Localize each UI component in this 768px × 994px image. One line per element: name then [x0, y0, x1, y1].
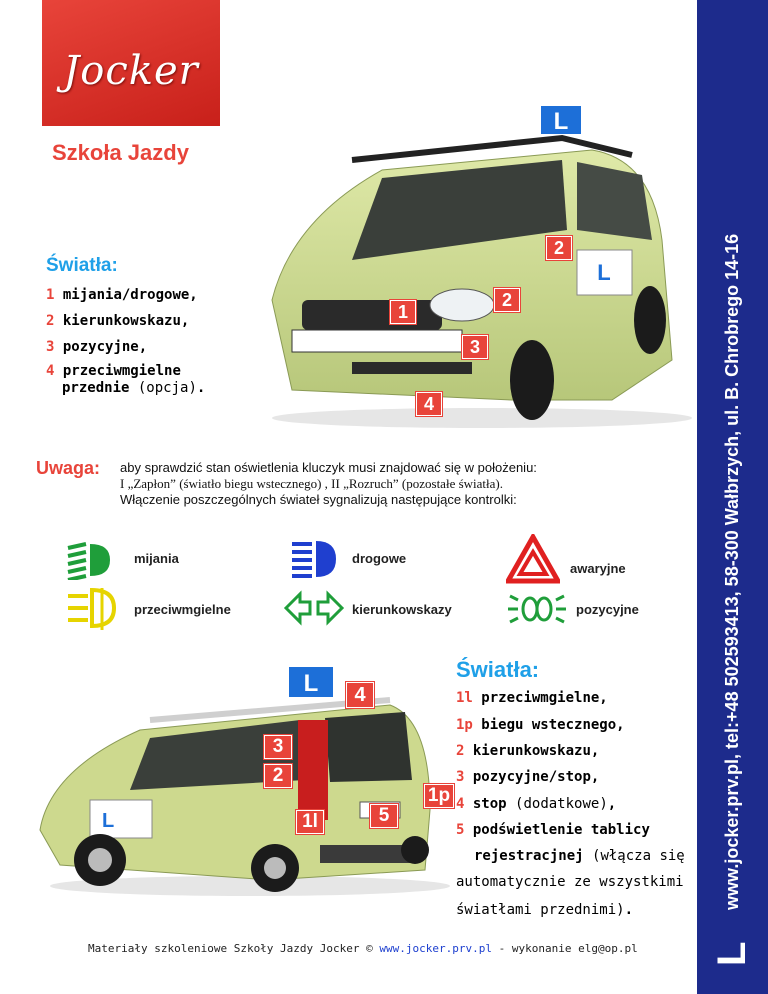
front-item-4: 4 przeciwmgielne — [46, 363, 181, 379]
rear-item-5-line3: automatycznie ze wszystkimi — [456, 874, 684, 890]
front-item-4-cont: przednie (opcja). — [62, 380, 206, 396]
rear-item-5-cont: rejestracjnej (włącza się — [474, 848, 685, 864]
rear-badge-1p: 1p — [424, 784, 454, 808]
front-car-photo — [232, 100, 692, 430]
rear-badge-4: 4 — [346, 682, 374, 708]
rear-item-5-line4: światłami przednimi). — [456, 902, 634, 918]
side-bar — [697, 0, 768, 994]
svg-text:L: L — [597, 260, 611, 285]
front-item-2: 2 kierunkowskazu, — [46, 313, 190, 329]
rear-lights-heading: Światła: — [456, 657, 540, 682]
rear-item-4: 4 stop (dodatkowe), — [456, 796, 617, 812]
learner-letter: L — [710, 941, 754, 966]
hazard-icon — [506, 534, 560, 584]
rear-badge-1l: 1l — [296, 810, 324, 834]
rear-badge-2: 2 — [264, 764, 292, 788]
school-name: Szkoła Jazdy — [52, 140, 189, 165]
rear-item-2: 2 kierunkowskazu, — [456, 743, 600, 759]
svg-text:L: L — [102, 810, 115, 832]
front-badge-2-top: 2 — [546, 236, 572, 260]
svg-text:L: L — [303, 670, 319, 697]
turn-signal-icon — [284, 590, 344, 626]
rear-item-3: 3 pozycyjne/stop, — [456, 769, 600, 785]
indicator-label-przeciwmgielne: przeciwmgielne — [134, 602, 231, 617]
rear-badge-3: 3 — [264, 735, 292, 759]
logo-text: Jocker — [63, 48, 199, 94]
indicator-label-mijania: mijania — [134, 551, 179, 566]
front-badge-2: 2 — [494, 288, 520, 312]
logo-block — [42, 0, 220, 126]
position-light-icon — [506, 588, 568, 630]
rear-item-5: 5 podświetlenie tablicy — [456, 822, 650, 838]
footer-link[interactable]: www.jocker.prv.pl — [379, 942, 492, 955]
rear-item-1p: 1p biegu wstecznego, — [456, 717, 625, 733]
fog-light-icon — [64, 586, 118, 632]
high-beam-icon — [290, 538, 338, 580]
footer: Materiały szkoleniowe Szkoły Jazdy Jocker © www.jocker.prv.pl - wykonanie elg@op.pl — [88, 942, 638, 955]
rear-car-photo — [30, 660, 450, 900]
rear-item-1l: 1l przeciwmgielne, — [456, 690, 608, 706]
front-lights-heading: Światła: — [46, 255, 118, 276]
front-item-1: 1 mijania/drogowe, — [46, 287, 198, 303]
front-badge-4: 4 — [416, 392, 442, 416]
indicator-label-pozycyjne: pozycyjne — [576, 602, 639, 617]
svg-text:L: L — [553, 108, 569, 135]
low-beam-icon — [66, 540, 112, 580]
uwaga-label: Uwaga: — [36, 458, 101, 478]
uwaga-text: aby sprawdzić stan oświetlenia kluczyk musi znajdować się w położeniu: I „Zapłon” (światło biegu wstecznego) , II „Rozruch” (pozostałe światła). Włączenie poszczególnych świateł sygnalizują następujące kontrolki: — [120, 460, 537, 507]
indicator-label-awaryjne: awaryjne — [570, 561, 626, 576]
rear-badge-5: 5 — [370, 804, 398, 828]
front-badge-1: 1 — [390, 300, 416, 324]
front-badge-3: 3 — [462, 335, 488, 359]
indicator-label-drogowe: drogowe — [352, 551, 407, 566]
contact-info[interactable]: www.jocker.prv.pl, tel:+48 502593413, 58-300 Wałbrzych, ul. B. Chrobrego 14-16 — [722, 233, 742, 910]
front-item-3: 3 pozycyjne, — [46, 339, 148, 355]
indicator-label-kierunkowskazy: kierunkowskazy — [352, 602, 452, 617]
